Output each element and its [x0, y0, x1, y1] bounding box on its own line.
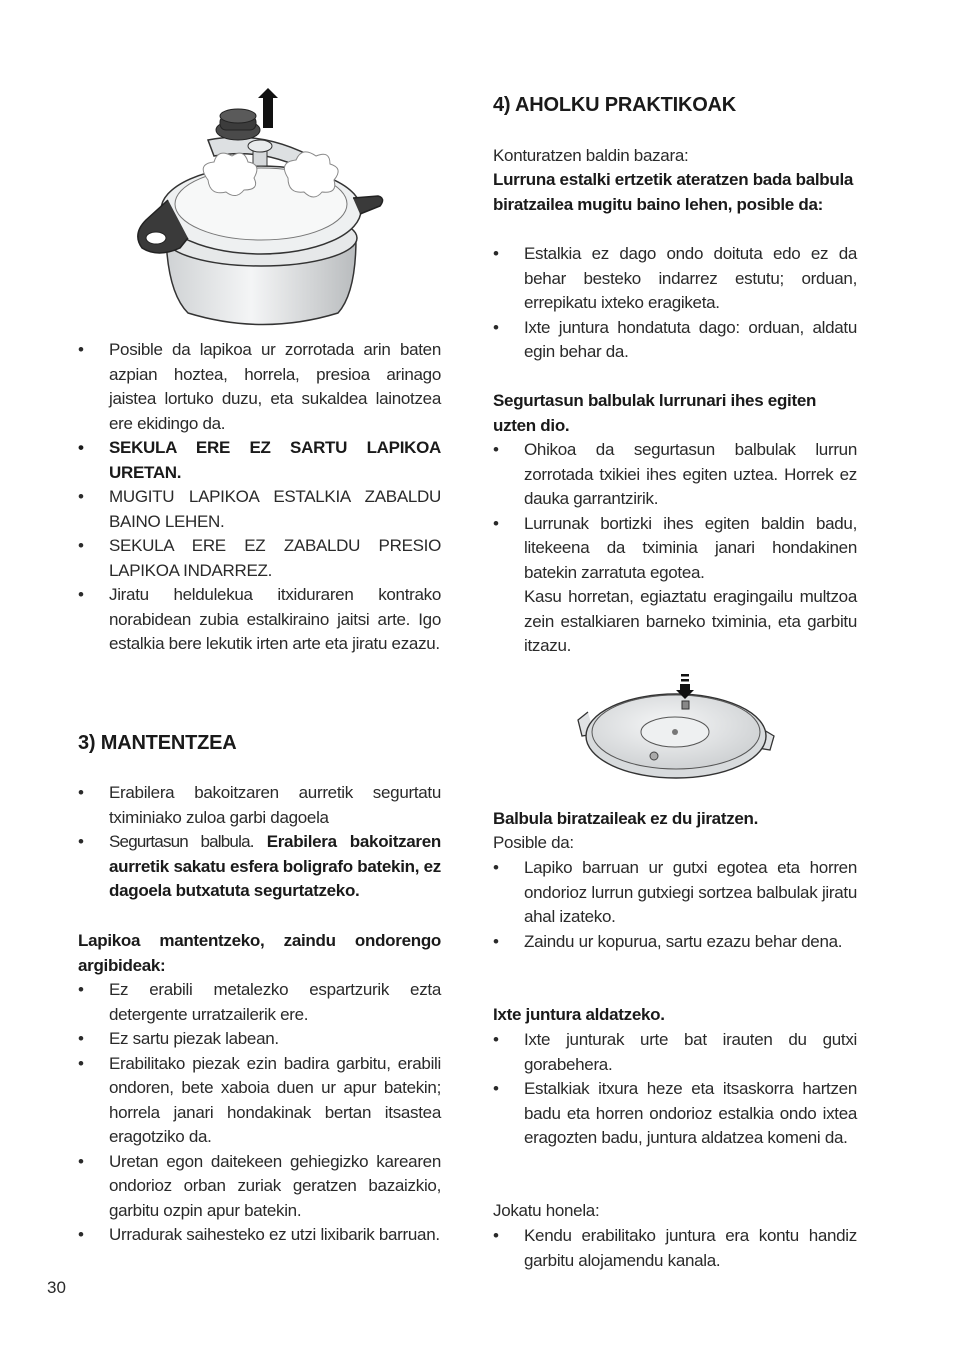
safety-heading: Segurtasun balbulak lurrunari ihes egiten uzten dio.: [493, 391, 817, 435]
valve-heading: Balbula biratzaileak ez du jiratzen.: [493, 809, 759, 828]
care-heading: Lapikoa mantentzeko, zaindu ondorengo argibideak:: [78, 931, 441, 975]
list-item: • Ohikoa da segurtasun balbulak lurrun zorrotada txikiei ihes egiten uztea. Horrek ez dauka garrantzirik.: [493, 440, 857, 508]
list-item: • Ixte junturak urte bat irauten du gutxi gorabehera.: [493, 1030, 857, 1074]
gasket-list: [493, 1028, 857, 1151]
howto-list: [493, 1224, 857, 1273]
section-4-title: 4) AHOLKU PRAKTIKOAK: [493, 94, 737, 116]
list-item: • Erabilera bakoitzaren aurretik segurtatu tximiniako zuloa garbi dagoela: [78, 783, 441, 827]
list-item: • Estalkia ez dago ondo doituta edo ez da behar besteko indarrez estutu; orduan, errepikatu ixteko eragiketa.: [493, 244, 857, 312]
list-item: • SEKULA ERE EZ ZABALDU PRESIO LAPIKOA INDARREZ.: [78, 536, 441, 580]
list-item: • Jiratu heldulekua itxiduraren kontrako norabidean zubia estalkiraino jaitsi arte. Igo estalkia bere lekutik irten arte eta jiratu ezazu.: [78, 585, 441, 653]
page-number: 30: [47, 1278, 66, 1297]
list-item: • Segurtasun balbula. Erabilera bakoitzaren aurretik sakatu esfera boligrafo batekin, ez dagoela butxatuta segurtatzeko.: [78, 832, 441, 900]
list-item: • Urradurak saihesteko ez utzi lixibarik barruan.: [78, 1225, 440, 1244]
lid-illustration: [576, 670, 776, 782]
opening-instructions-list: [78, 338, 441, 657]
safety-list: [493, 438, 857, 659]
list-item: • MUGITU LAPIKOA ESTALKIA ZABALDU BAINO LEHEN.: [78, 487, 441, 531]
list-item: • Estalkiak itxura heze eta itsaskorra hartzen badu eta horren ondorioz estalkia ondo ixtea eragozten badu, juntura aldatzea komeni da.: [493, 1079, 857, 1147]
list-item: • Posible da lapikoa ur zorrotada arin baten azpian hoztea, horrela, presioa arinago jaistea lortuko duzu, eta sukaldea lainotzea ere ekidingo da.: [78, 340, 441, 433]
section-3-title: 3) MANTENTZEA: [78, 732, 237, 754]
intro-bold: Lurruna estalki ertzetik ateratzen bada balbula biratzailea mugitu baino lehen, posible da:: [493, 170, 854, 214]
list-item: • Erabilitako piezak ezin badira garbitu, erabili ondoren, bete xaboia duen ur apur batekin; horrela janari hondakinak bertan itsastea eragotziko da.: [78, 1053, 441, 1146]
list-item: • Kendu erabilitako juntura era kontu handiz garbitu alojamendu kanala.: [493, 1226, 857, 1270]
list-item: • Lapiko barruan ur gutxi egotea eta horren ondorioz lurrun gutxiegi sortzea balbulak jiratu ahal izateko.: [493, 858, 857, 926]
valve-intro: Posible da:: [493, 833, 574, 852]
valve-list: [493, 856, 857, 954]
pressure-cooker-illustration: [128, 88, 398, 333]
list-item: • Lurrunak bortizki ihes egiten baldin badu, litekeena da tximinia janari hondakinen batekin zarratuta egotea. Kasu horretan, egiaztatu eragingailu multzoa zein estalkiaren barneko tximinia, eta garbitu itzazu.: [493, 513, 857, 655]
gasket-heading: Ixte juntura aldatzeko.: [493, 1005, 665, 1024]
list-item: • SEKULA ERE EZ SARTU LAPIKOA URETAN.: [78, 438, 441, 482]
list-item: • Zaindu ur kopurua, sartu ezazu behar dena.: [493, 931, 843, 951]
list-item: • Ez erabili metalezko espartzurik ezta detergente urratzailerik ere.: [78, 980, 441, 1024]
intro-list: [493, 242, 857, 365]
list-item: • Ixte juntura hondatuta dago: orduan, aldatu egin behar da.: [493, 317, 857, 361]
care-list: [78, 978, 441, 1248]
howto-text: Jokatu honela:: [493, 1201, 600, 1220]
maintenance-list: [78, 781, 441, 904]
list-item: • Uretan egon daitekeen gehiegizko karearen ondorioz orban zuriak geratzen bazaizkio, garbitu ozpin apur batekin.: [78, 1151, 441, 1220]
list-item: • Ez sartu piezak labean.: [78, 1029, 279, 1048]
intro-text: Konturatzen baldin bazara:: [493, 146, 689, 165]
